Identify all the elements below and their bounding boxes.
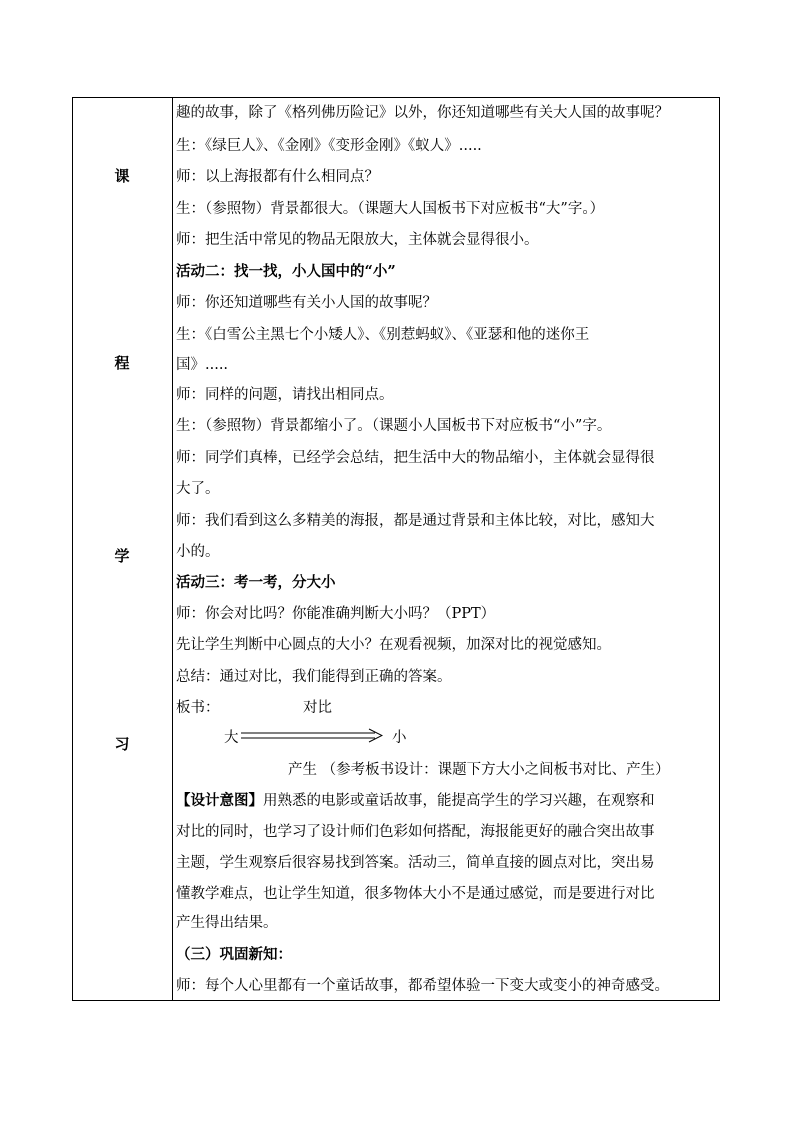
section-heading: （三）巩固新知：: [176, 946, 292, 963]
final-line: 师：每个人心里都有一个童话故事，都希望体验一下变大或变小的神奇感受。: [176, 978, 669, 994]
design-intent-line: 产生得出结果。: [176, 915, 278, 931]
text-line: 先让学生判断中心圆点的大小？在观看视频，加深对比的视觉感知。: [176, 637, 611, 653]
design-intent-line: 对比的同时，也学习了设计师们色彩如何搭配，海报能更好的融合突出故事: [176, 824, 655, 840]
text-line: 国》.....: [176, 357, 229, 373]
design-intent-line: 主题，学生观察后很容易找到答案。活动三，简单直接的圆点对比，突出易: [176, 855, 655, 871]
text-line: 师：你还知道哪些有关小人国的故事呢？: [176, 295, 437, 311]
text-line: 师：把生活中常见的物品无限放大，主体就会显得很小。: [176, 232, 539, 248]
design-intent-title: 【设计意图】: [176, 792, 263, 809]
text-line: 趣的故事，除了《格列佛历险记》以外，你还知道哪些有关大人国的故事呢？: [176, 105, 669, 121]
column-divider: [172, 97, 173, 1001]
text-line: 小的。: [176, 544, 220, 560]
board-right-word: 小: [392, 730, 407, 746]
text-line: 师：同学们真棒，已经学会总结，把生活中大的物品缩小，主体就会显得很: [176, 450, 655, 466]
double-arrow-icon: [241, 728, 383, 744]
text-line: 师：以上海报都有什么相同点？: [176, 169, 379, 185]
side-label-xue: 学: [114, 547, 130, 565]
side-label-cheng: 程: [114, 354, 130, 372]
activity-three-heading: 活动三：考一考，分大小: [176, 574, 336, 591]
activity-two-heading: 活动二：找一找，小人国中的“小”: [176, 263, 396, 280]
text-line: 师：我们看到这么多精美的海报，都是通过背景和主体比较，对比，感知大: [176, 513, 655, 529]
board-top-word: 对比: [303, 700, 332, 716]
board-left-word: 大: [224, 730, 239, 746]
text-line: 总结：通过对比，我们能得到正确的答案。: [176, 669, 452, 685]
text-line: 生：（参照物）背景都很大。（课题大人国板书下对应板书“大”字。）: [176, 201, 605, 217]
board-bottom-line: 产生 （参考板书设计：课题下方大小之间板书对比、产生）: [288, 762, 670, 778]
text-line: 生：《绿巨人》、《金刚》《变形金刚》《蚁人》.....: [176, 138, 482, 154]
board-label: 板书：: [176, 700, 220, 716]
text-line: 师：你会对比吗？你能准确判断大小吗？（PPT）: [176, 606, 496, 622]
text-line: 大了。: [176, 481, 220, 497]
design-intent-first-line: [176, 791, 716, 811]
text-line: 生：《白雪公主黑七个小矮人》、《别惹蚂蚁》、《亚瑟和他的迷你王: [176, 327, 590, 343]
text-line: 师：同样的问题，请找出相同点。: [176, 387, 394, 403]
design-intent-line: 懂教学难点，也让学生知道，很多物体大小不是通过感觉，而是要进行对比: [176, 886, 655, 902]
side-label-ke: 课: [114, 167, 130, 185]
text-line: 生：（参照物）背景都缩小了。（课题小人国板书下对应板书“小”字。: [176, 418, 612, 434]
side-label-xi: 习: [114, 735, 130, 753]
design-intent-text: 用熟悉的电影或童话故事，能提高学生的学习兴趣，在观察和: [263, 793, 655, 809]
